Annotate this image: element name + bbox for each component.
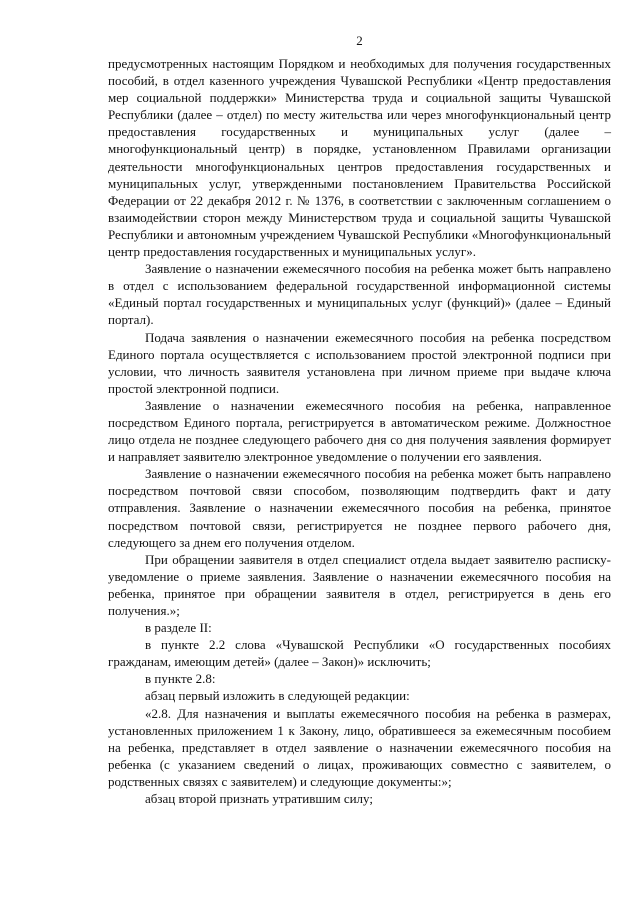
paragraph-electronic-signature: Подача заявления о назначении ежемесячного пособия на ребенка посредством Единого портала осуществляется с использованием простой электронной подписи при условии, что личность заявителя установлена при личном приеме при выдаче ключа простой электронной подписи. (108, 329, 611, 396)
paragraph-item-2-8-text: «2.8. Для назначения и выплаты ежемесячного пособия на ребенка в размерах, установленных приложением 1 к Закону, лицо, обратившееся за ежемесячным пособием на ребенка, представляет в отдел заявление о назначении ежемесячного пособия на ребенка (с указанием сведений о лицах, проживающих совместно с заявителем, о родственных связях с заявителем) и следующие документы:»; (108, 705, 611, 789)
paragraph-second-abzac: абзац второй признать утратившим силу; (145, 791, 373, 807)
paragraph-postal-submission: Заявление о назначении ежемесячного пособия на ребенка может быть направлено посредством почтовой связи способом, позволяющим подтвердить факт и дату отправления. Заявление о назначении ежемесячного пособия на ребенка, принятое посредством почтовой связи, регистрируется не позднее первого рабочего дня, следующего за днем его получения отделом. (108, 466, 611, 550)
paragraph-receipt-notice: При обращении заявителя в отдел специалист отдела выдает заявителю расписку-уведомление о приеме заявления. Заявление о назначении ежемесячного пособия на ребенка, принятое при обращении заявителя в отдел, регистрируется в день его получения.»; (108, 551, 611, 618)
paragraph-portal-submission: Заявление о назначении ежемесячного пособия на ребенка может быть направлено в отдел с использованием федеральной государственной информационной системы «Единый портал государственных и муниципальных услуг (функций)» (далее – Единый портал). (108, 261, 611, 328)
paragraph-section-ii: в разделе II: (145, 620, 212, 636)
paragraph-first-abzac: абзац первый изложить в следующей редакции: (145, 688, 410, 704)
document-body (108, 55, 611, 807)
paragraph-continuation: предусмотренных настоящим Порядком и необходимых для получения государственных пособий, в отдел казенного учреждения Чувашской Республики «Центр предоставления мер социальной поддержки» Министерства труда и социальной защиты Чувашской Республики (далее – отдел) по месту жительства или через многофункциональный центр предоставления государственных и муниципальных услуг (далее – многофункциональный центр) в порядке, установленном Правилами организации деятельности многофункциональных центров предоставления государственных и муниципальных услуг, утвержденными постановлением Правительства Российской Федерации от 22 декабря 2012 г. № 1376, в соответствии с заключенным соглашением о взаимодействии сторон между Министерством труда и социальной защиты Чувашской Республики и автономным учреждением Чувашской Республики «Многофункциональный центр предоставления государственных и муниципальных услуг». (108, 56, 611, 260)
paragraph-automatic-registration: Заявление о назначении ежемесячного пособия на ребенка, направленное посредством Единого портала, регистрируется в автоматическом режиме. Должностное лицо отдела не позднее следующего рабочего дня со дня получения заявления формирует и направляет заявителю электронное уведомление о получении его заявления. (108, 397, 611, 465)
paragraph-item-2-8: в пункте 2.8: (145, 671, 216, 687)
page-number: 2 (356, 33, 363, 48)
paragraph-item-2-2: в пункте 2.2 слова «Чувашской Республики «О государственных пособиях гражданам, имеющим детей» (далее – Закон)» исключить; (108, 637, 611, 670)
